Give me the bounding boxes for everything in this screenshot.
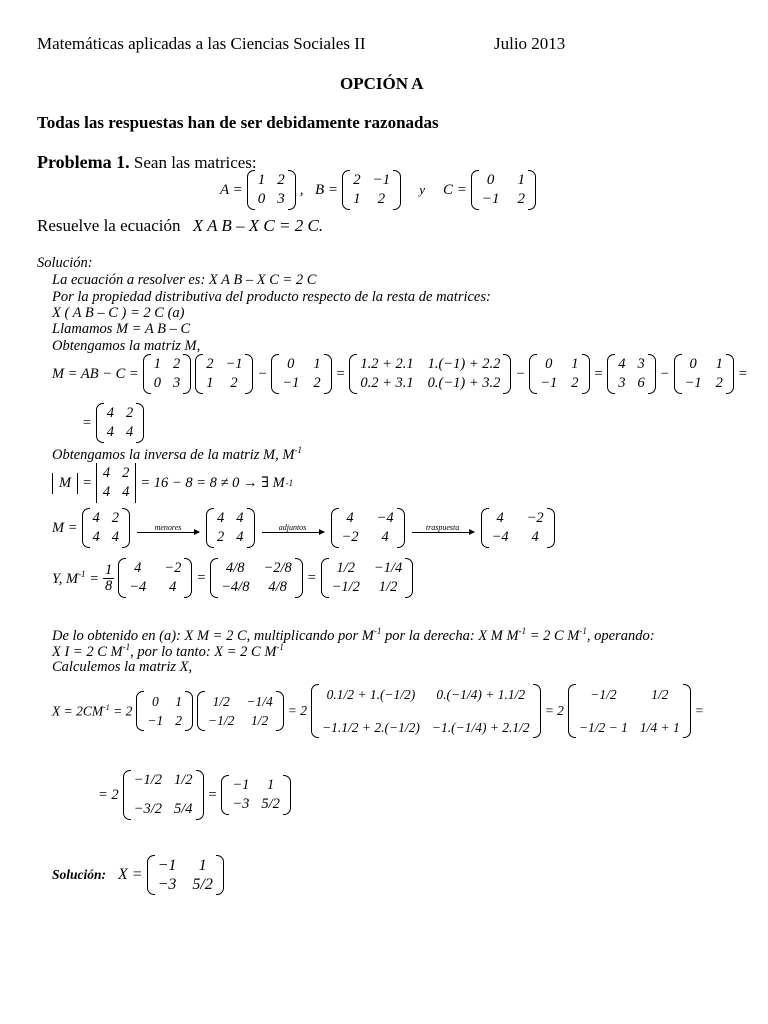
solution-line-3: X ( A B – C ) = 2 C (a) [52, 305, 185, 321]
matrix-ab: 4 3 3 6 [607, 354, 656, 394]
matrix-m: 4 2 4 4 [96, 403, 145, 443]
det-m: M [52, 473, 78, 494]
solution-heading: Solución: [37, 255, 93, 271]
matrix-transpose: 4 −2 −4 4 [481, 508, 555, 548]
solution-line-8: X I = 2 C $M^{-1}$, por lo tanto: X = 2 C $M^{-1}$ [52, 642, 284, 660]
matrix-c: 0 1 −1 2 [674, 354, 734, 394]
solution-line-2: Por la propiedad distributiva del producto respecto de la resta de matrices: [52, 289, 491, 305]
matrix-b: 2 −1 1 2 [342, 170, 401, 210]
x-result-line: = 2 −1/2 1/2 −3/2 5/4 = −1 1 −3 5/2 [98, 770, 291, 820]
solution-line-7: De lo obtenido en (a): X M = 2 C, multiplicando por $M^{-1}$ por la derecha: X M $M^{-1} = 2$ C $M^{-1}$, operando: [52, 626, 655, 644]
m-result: = 4 2 4 4 [82, 403, 144, 443]
matrix-inverse: 1/2 −1/4 −1/2 1/2 [321, 558, 414, 598]
determinant-line: M = 4 2 4 4 = 16 − 8 = 8 ≠ 0 → ∃ M -1 [52, 463, 293, 503]
matrix-inverse-eighths: 4/8 −2/8 −4/8 4/8 [210, 558, 303, 598]
one-eighth: $\frac{1}{8}$ [104, 561, 113, 594]
solution-line-5: Obtengamos la matriz M, [52, 338, 201, 354]
matrix-c: 0 1 −1 2 [136, 691, 193, 731]
matrix-m: 4 2 4 4 [82, 508, 131, 548]
matrix-adjoint: 4 −4 −2 4 [331, 508, 405, 548]
option-title: OPCIÓN A [340, 74, 424, 93]
exam-date: Julio 2013 [494, 34, 566, 53]
matrix-minors: 4 4 2 4 [206, 508, 255, 548]
det-value: = 16 − 8 = 8 ≠ 0 → ∃ M [140, 474, 285, 491]
course-title: Matemáticas aplicadas a las Ciencias Sociales II [37, 34, 366, 53]
problem-statement: Sean las matrices: [133, 153, 257, 172]
minors-arrow: menores [137, 523, 199, 533]
final-label: Solución: [52, 867, 107, 882]
matrix-transpose: 4 −2 −4 4 [118, 558, 192, 598]
task-equation: X A B – X C = 2 C. [192, 216, 324, 235]
final-matrix-x: −1 1 −3 5/2 [147, 855, 224, 895]
matrix-x-operations: 0.1/2 + 1.(−1/2) 0.(−1/4) + 1.1/2 −1.1/2 + 2.(−1/2) −1.(−1/4) + 2.1/2 [311, 684, 541, 738]
det-matrix: 4 2 4 4 [96, 463, 137, 503]
m-expr: M = AB − C = [52, 365, 139, 382]
solution-line-9: Calculemos la matriz X, [52, 659, 193, 675]
task-text: Resuelve la ecuación [37, 216, 181, 235]
matrix-x-simplified: −1/2 1/2 −1/2 − 1 1/4 + 1 [568, 684, 691, 738]
matrix-a: 1 2 0 3 [247, 170, 296, 210]
problem-label: Problema 1. [37, 152, 130, 172]
matrix-c: 0 1 −1 2 [271, 354, 331, 394]
matrix-b: 2 −1 1 2 [195, 354, 253, 394]
solution-line-4: Llamamos M = A B – C [52, 321, 191, 337]
matrix-a: 1 2 0 3 [143, 354, 192, 394]
task-line [37, 216, 323, 236]
adjoint-arrow: adjuntos [262, 523, 324, 533]
adjoint-chain: M = 4 2 4 4 menores 4 4 2 4 adjuntos 4 −4 −2 4 traspuesta 4 −2 −4 4 [52, 508, 555, 548]
solution-line-1: La ecuación a resolver es: X A B – X C = 2 C [52, 272, 317, 288]
instructions: Todas las respuestas han de ser debidamente razonadas [37, 113, 439, 132]
final-x-label: X = [118, 866, 143, 883]
inverse-heading: Obtengamos la inversa de la matriz M, $M^{-1}$ [52, 445, 302, 463]
matrix-product-expansion: 1.2 + 2.1 1.(−1) + 2.2 0.2 + 3.1 0.(−1) + 3.2 [349, 354, 511, 394]
matrix-x: −1 1 −3 5/2 [221, 775, 291, 815]
matrix-c: 0 1 −1 2 [529, 354, 589, 394]
matrix-c: 0 1 −1 2 [471, 170, 536, 210]
b-label: B = [315, 181, 339, 198]
transpose-arrow: traspuesta [412, 523, 474, 533]
x-computation: $X = 2CM^{-1} = 2$ 0 1 −1 2 1/2 −1/4 −1/2 1/2 = 2 0.1/2 + 1.(−1/2) 0.(−1/4) + 1.1/2 −1.1/2 + 2.(−1/2) −1.(−1/4) + 2.1/2 = 2 −1/2 1/2 −1/2 − 1 1/4 + 1 = [52, 684, 704, 738]
c-label: C = [442, 181, 467, 198]
a-label: A = [220, 181, 243, 198]
inverse-line: Y, $M^{-1}$ = $\frac{1}{8}$ 4 −2 −4 4 = 4/8 −2/8 −4/8 4/8 = 1/2 −1/4 −1/2 1/2 [52, 558, 413, 598]
m-computation: M = AB − C = 1 2 0 3 2 −1 1 2 − 0 1 −1 2 = 1.2 + 2.1 1.(−1) + 2.2 0.2 + 3.1 0.(−1) + 3.2 − 0 1 −1 2 = 4 3 3 6 − 0 1 −1 2 = [52, 354, 748, 394]
matrix-inverse: 1/2 −1/4 −1/2 1/2 [197, 691, 284, 731]
and-word: y [419, 182, 425, 197]
matrix-x-halves: −1/2 1/2 −3/2 5/4 [123, 770, 204, 820]
final-solution [52, 855, 224, 895]
matrices-def: A = 1 2 0 3 , B = 2 −1 1 2 y C = 0 1 −1 2 [220, 170, 536, 210]
